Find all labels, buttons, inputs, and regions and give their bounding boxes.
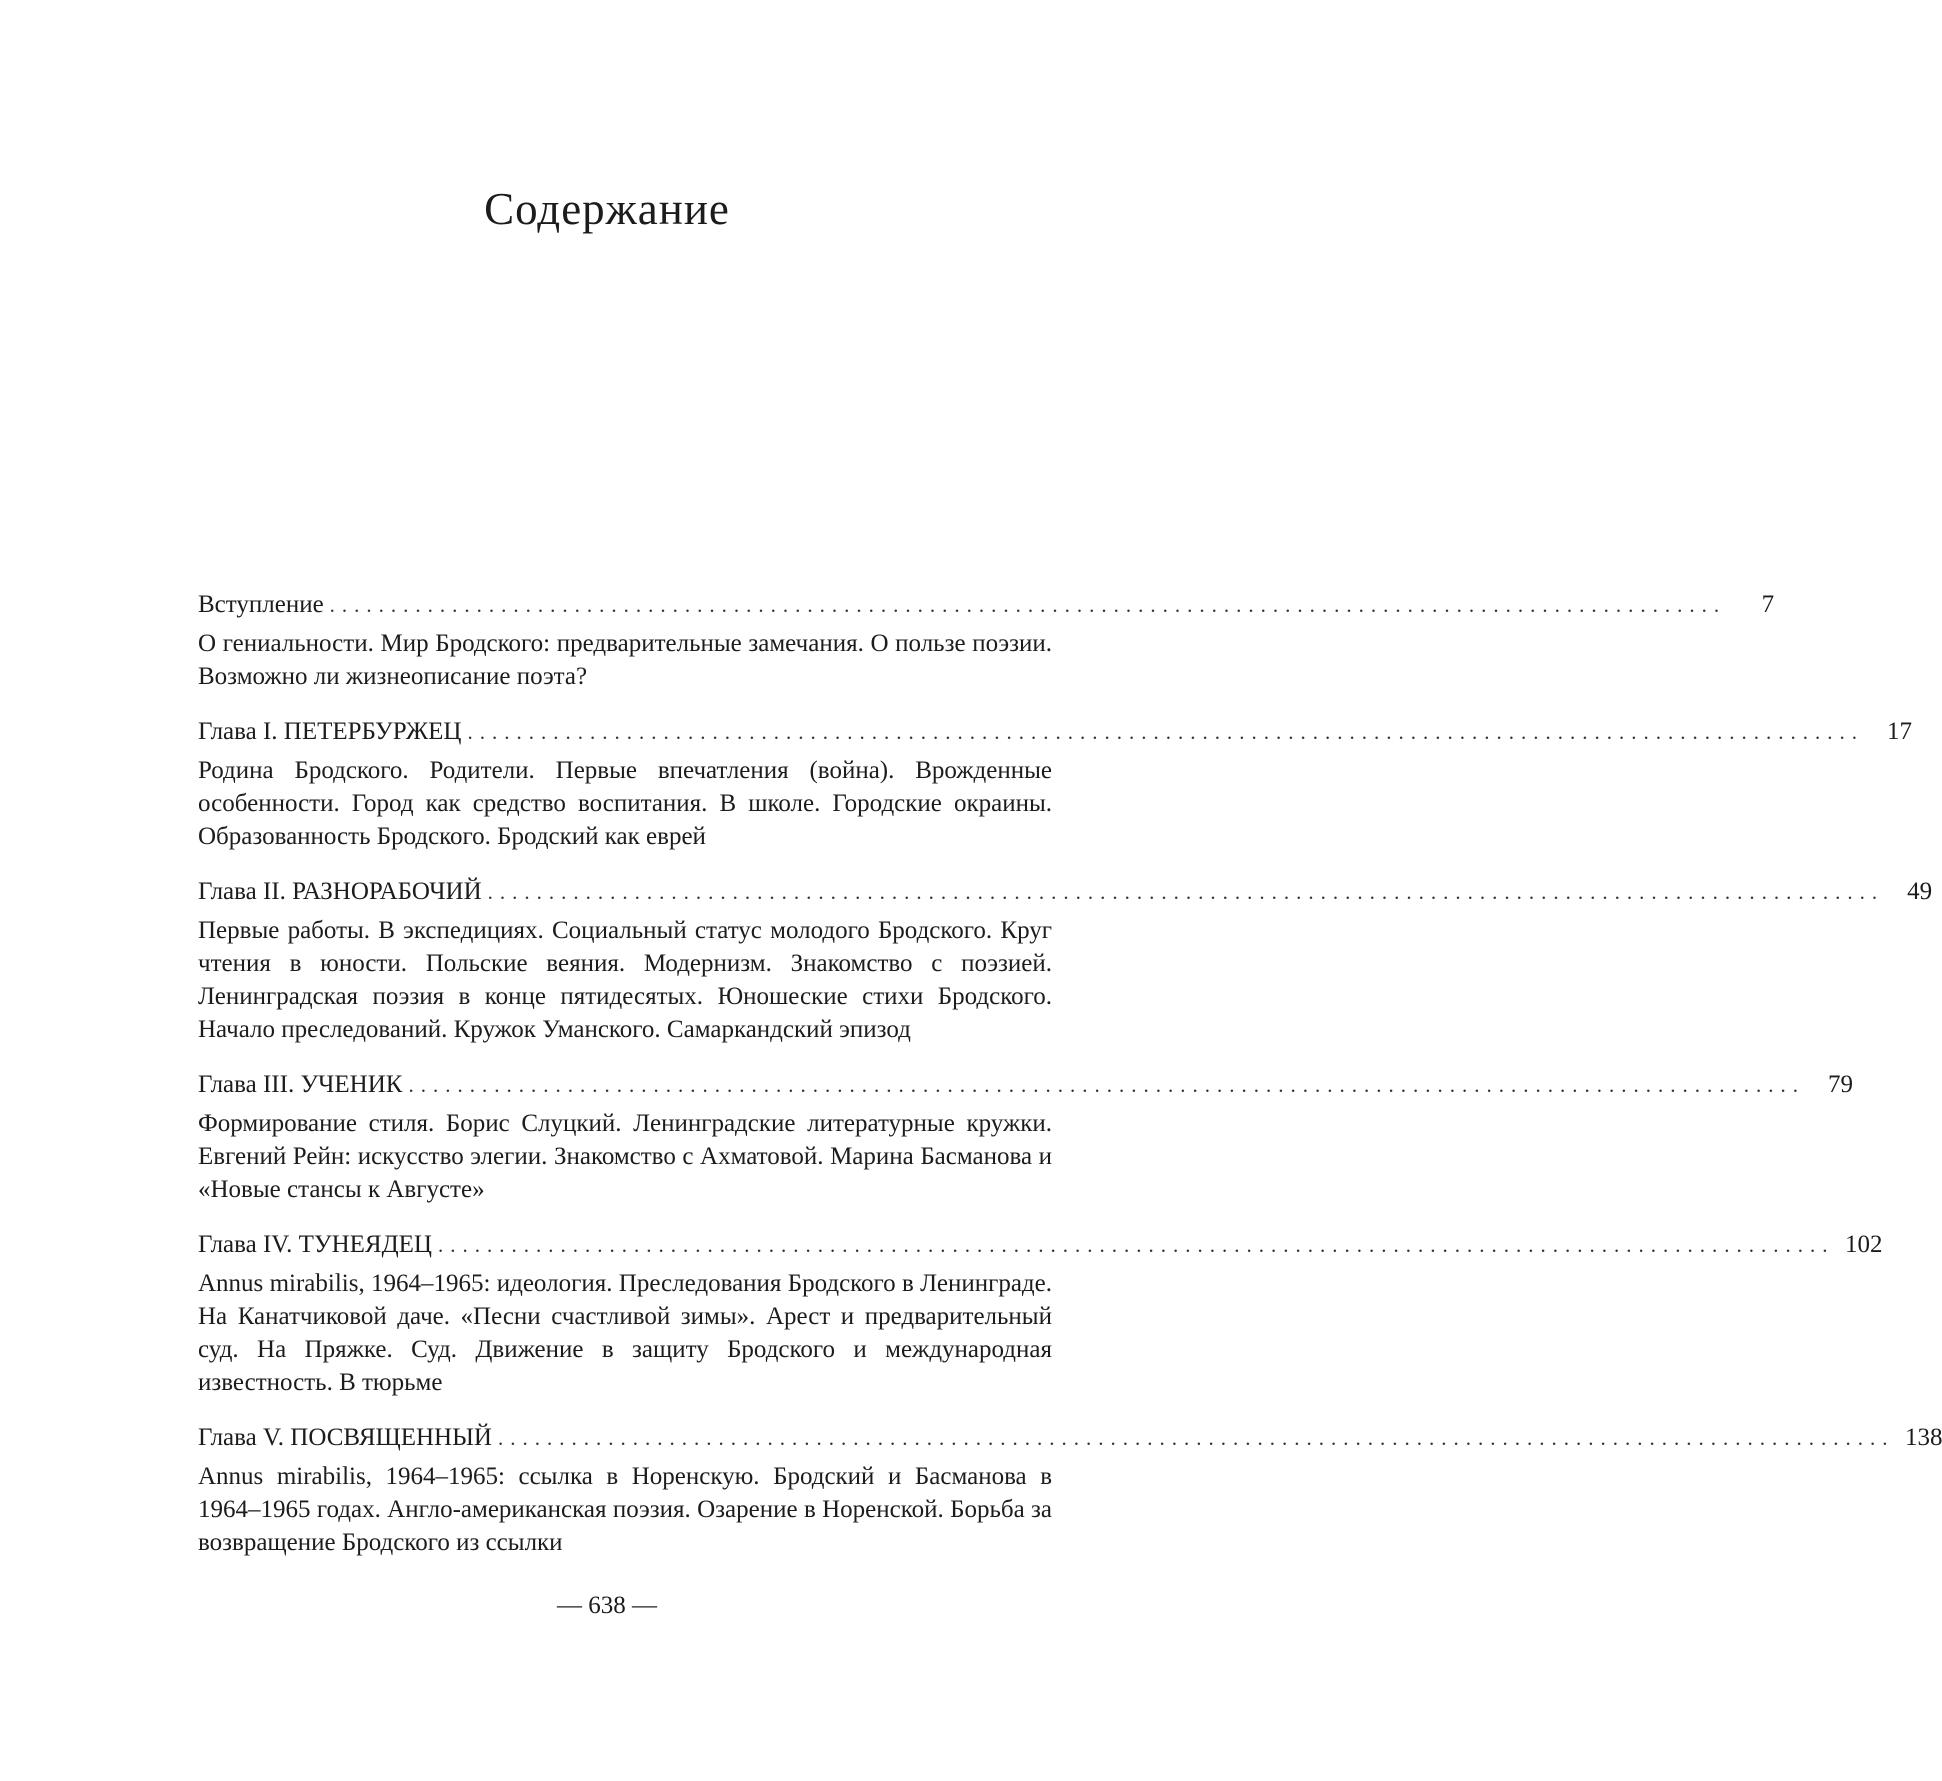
toc-entry-chapter-4: [198, 1228, 1883, 1399]
toc-heading-label: Глава II. РАЗНОРАБОЧИЙ: [198, 878, 482, 905]
toc-entry-chapter-2: [198, 875, 1933, 1046]
toc-summary: Annus mirabilis, 1964–1965: ссылка в Норенскую. Бродский и Басманова в 1964–1965 годах. Англо-американская поэзия. Озарение в Норенской. Борьба за возвращение Бродского из ссылки: [198, 1463, 1052, 1556]
toc-summary: Формирование стиля. Борис Слуцкий. Ленинградские литературные кружки. Евгений Рейн: искусство элегии. Знакомство с Ахматовой. Марина Басманова и «Новые стансы к Августе»: [198, 1110, 1052, 1203]
toc-heading-label: Глава IV. ТУНЕЯДЕЦ: [198, 1231, 432, 1258]
toc-heading: [198, 1068, 1853, 1101]
page-number: — 638 —: [557, 1592, 657, 1619]
toc-heading-label: Глава I. ПЕТЕРБУРЖЕЦ: [198, 718, 462, 745]
toc-heading: [198, 715, 1912, 748]
toc-page-number: 79: [1827, 1071, 1853, 1098]
toc-heading-label: Вступление: [198, 591, 324, 618]
dot-leader: ..................................................................................................................: [408, 1073, 1805, 1097]
toc-entry-introduction: [198, 588, 1775, 693]
dot-leader: ..................................................................................................................: [437, 1233, 1835, 1257]
toc-summary: Родина Бродского. Родители. Первые впечатления (война). Врожденные особенности. Город как средство воспитания. В школе. Городские окраины. Образованность Бродского. Бродский как еврей: [198, 757, 1052, 850]
toc-summary: Первые работы. В экспедициях. Социальный статус молодого Бродского. Круг чтения в юности. Польские веяния. Модернизм. Знакомство с поэзией. Ленинградская поэзия в конце пятидесятых. Юношеские стихи Бродского. Начало преследований. Кружок Уманского. Самаркандский эпизод: [198, 917, 1052, 1043]
toc-heading: [198, 875, 1933, 908]
toc-heading-label: Глава V. ПОСВЯЩЕННЫЙ: [198, 1424, 492, 1451]
dot-leader: ..................................................................................................................: [487, 880, 1885, 904]
toc-entry-chapter-5: [198, 1421, 1942, 1559]
dot-leader: ..................................................................................................................: [497, 1426, 1895, 1450]
toc-page-number: 138: [1904, 1424, 1942, 1451]
table-of-contents: [198, 588, 1942, 1581]
toc-entry-chapter-3: [198, 1068, 1853, 1206]
toc-summary: О гениальности. Мир Бродского: предварительные замечания. О пользе поэзии. Возможно ли жизнеописание поэта?: [198, 630, 1052, 690]
toc-page-number: 17: [1887, 718, 1912, 745]
toc-page-number: 7: [1761, 591, 1775, 618]
toc-heading-label: Глава III. УЧЕНИК: [198, 1071, 403, 1098]
toc-heading: [198, 1228, 1883, 1261]
toc-heading: [198, 1421, 1942, 1454]
toc-page-number: 102: [1844, 1231, 1883, 1258]
toc-entry-chapter-1: [198, 715, 1912, 853]
dot-leader: ..................................................................................................................: [329, 593, 1727, 617]
toc-heading: [198, 588, 1775, 621]
toc-page-number: 49: [1907, 878, 1933, 905]
toc-summary: Annus mirabilis, 1964–1965: идеология. Преследования Бродского в Ленинграде. На Канатчиковой даче. «Песни счастливой зимы». Арест и предварительный суд. На Пряжке. Суд. Движение в защиту Бродского и международная известность. В тюрьме: [198, 1270, 1052, 1396]
dot-leader: ..................................................................................................................: [467, 720, 1864, 744]
page-title: Содержание: [484, 184, 730, 234]
